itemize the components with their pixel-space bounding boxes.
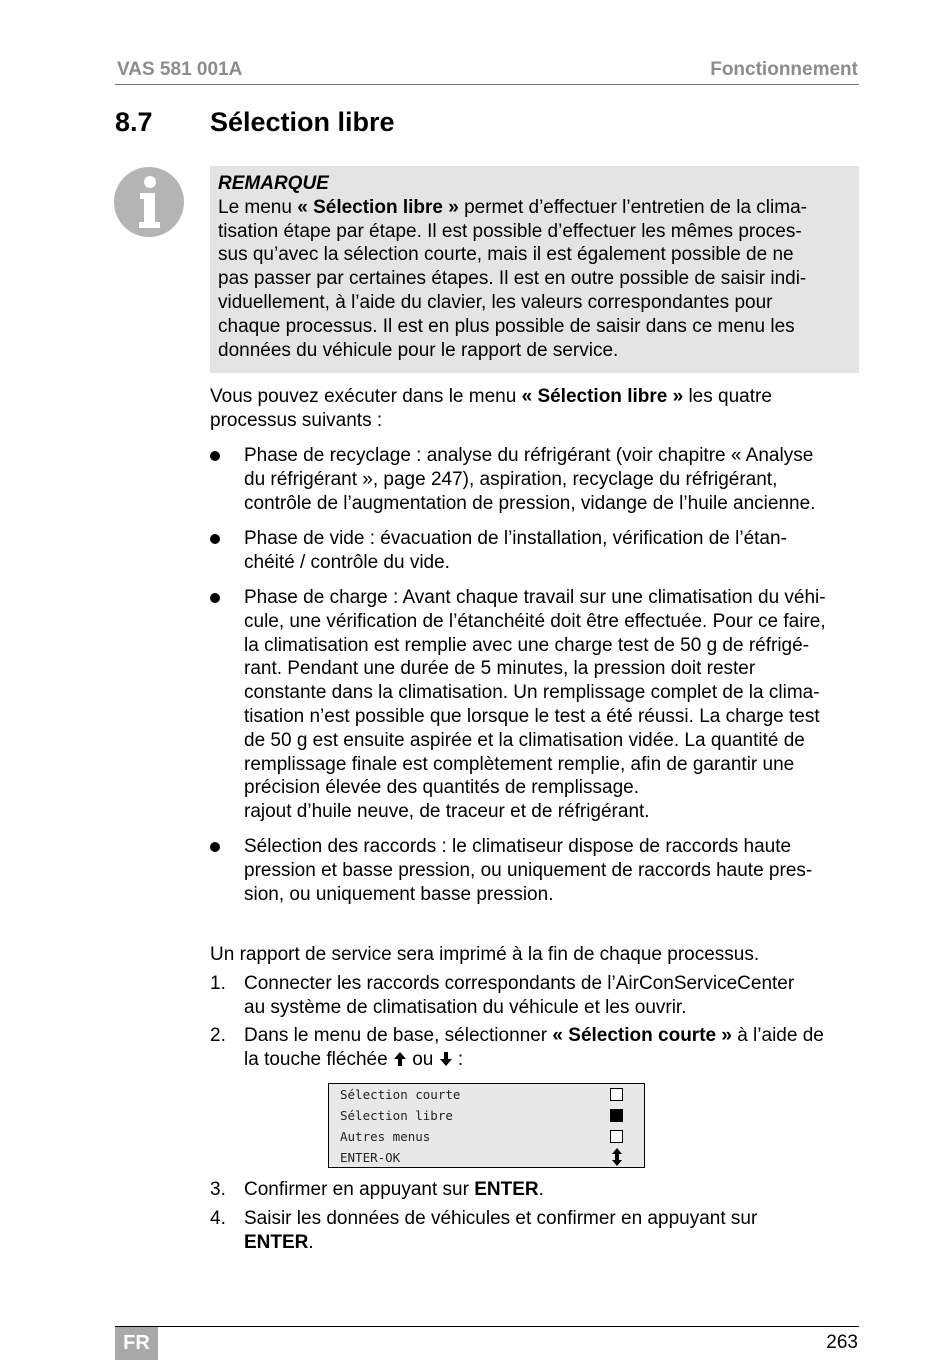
note-title: REMARQUE (218, 173, 329, 194)
menu-checkbox[interactable] (610, 1130, 623, 1143)
note-line: viduellement, à l’aide du clavier, les valeurs correspondantes pour (218, 291, 773, 313)
note-line: pas passer par certaines étapes. Il est en outre possible de saisir indi- (218, 268, 807, 290)
bullet-connections: Sélection des raccords : le climatiseur dispose de raccords haute pression et basse pression, ou uniquement de raccords haute pres- sion, ou uniquement basse pression. (244, 836, 813, 905)
footer-divider (115, 1326, 859, 1327)
note-line: chaque processus. Il est en plus possible de saisir dans ce menu les (218, 315, 795, 337)
page-number: 263 (826, 1332, 858, 1353)
header-divider (115, 84, 859, 85)
section-number: 8.7 (115, 107, 153, 137)
menu-checkbox-selected[interactable] (610, 1109, 623, 1122)
step-number: 4. (210, 1208, 226, 1229)
report-note: Un rapport de service sera imprimé à la fin de chaque processus. (210, 944, 760, 965)
note-line: données du véhicule pour le rapport de service. (218, 339, 619, 361)
info-icon (113, 166, 185, 238)
bullet-vacuum: Phase de vide : évacuation de l’installation, vérification de l’étan- chéité / contrôle du vide. (244, 528, 787, 573)
up-down-arrow-icon (611, 1147, 623, 1167)
menu-item-other-menus[interactable]: Autres menus (340, 1129, 431, 1144)
step-4-text: Saisir les données de véhicules et confirmer en appuyant sur ENTER. (244, 1208, 758, 1253)
step-1-text: Connecter les raccords correspondants de l’AirConServiceCenter au système de climatisation du véhicule et les ouvrir. (244, 973, 795, 1018)
note-line: sus qu’avec la sélection courte, mais il est également possible de ne (218, 244, 794, 266)
intro-paragraph: Vous pouvez exécuter dans le menu « Sélection libre » les quatre processus suivants : (210, 386, 772, 431)
step-number: 3. (210, 1179, 226, 1200)
bullet-dot (210, 593, 220, 603)
note-box (210, 166, 859, 373)
section-title: Sélection libre (210, 107, 395, 137)
bullet-dot (210, 842, 220, 852)
menu-item-free-selection[interactable]: Sélection libre (340, 1108, 453, 1123)
bullet-dot (210, 534, 220, 544)
language-badge: FR (115, 1327, 158, 1360)
note-line: Le menu « Sélection libre » permet d’effectuer l’entretien de la clima- (218, 196, 807, 218)
arrow-down-icon (439, 1051, 453, 1067)
bullet-dot (210, 451, 220, 461)
note-line: tisation étape par étape. Il est possible d’effectuer les mêmes proces- (218, 220, 802, 242)
header-doc-code: VAS 581 001A (117, 59, 243, 80)
bullet-charge: Phase de charge : Avant chaque travail sur une climatisation du véhi- cule, une vérification de l’étanchéité doit être effectuée. Pour ce faire, la climatisation est remplie avec une charge test de 50 g de réfrigé- rant. Pendant une durée de 5 minutes, la pression doit rester constante dans la climatisation. Un remplissage complet de la clima- tisation n’est possible que lorsque le test a été réussi. La charge test de 50 g est ensuite aspirée et la climatisation vidée. La quantité de remplissage finale est complètement remplie, afin de garantir une précision élevée des quantités de remplissage. rajout d’huile neuve, de traceur et de réfrigérant. (244, 587, 826, 823)
menu-enter-hint: ENTER-OK (340, 1150, 401, 1165)
bullet-recycling: Phase de recyclage : analyse du réfrigérant (voir chapitre « Analyse du réfrigérant », page 247), aspiration, recyclage du réfrigérant, contrôle de l’augmentation de pression, vidange de l’huile ancienne. (244, 445, 816, 514)
menu-item-short-selection[interactable]: Sélection courte (340, 1087, 461, 1102)
step-2-text: Dans le menu de base, sélectionner « Sélection courte » à l’aide de la touche fléchée ou : (244, 1025, 824, 1070)
device-menu-screen (328, 1083, 645, 1168)
arrow-up-icon (393, 1051, 407, 1067)
header-chapter: Fonctionnement (710, 59, 858, 80)
step-number: 2. (210, 1025, 226, 1046)
menu-checkbox[interactable] (610, 1088, 623, 1101)
step-3-text: Confirmer en appuyant sur ENTER. (244, 1179, 544, 1200)
step-number: 1. (210, 973, 226, 994)
